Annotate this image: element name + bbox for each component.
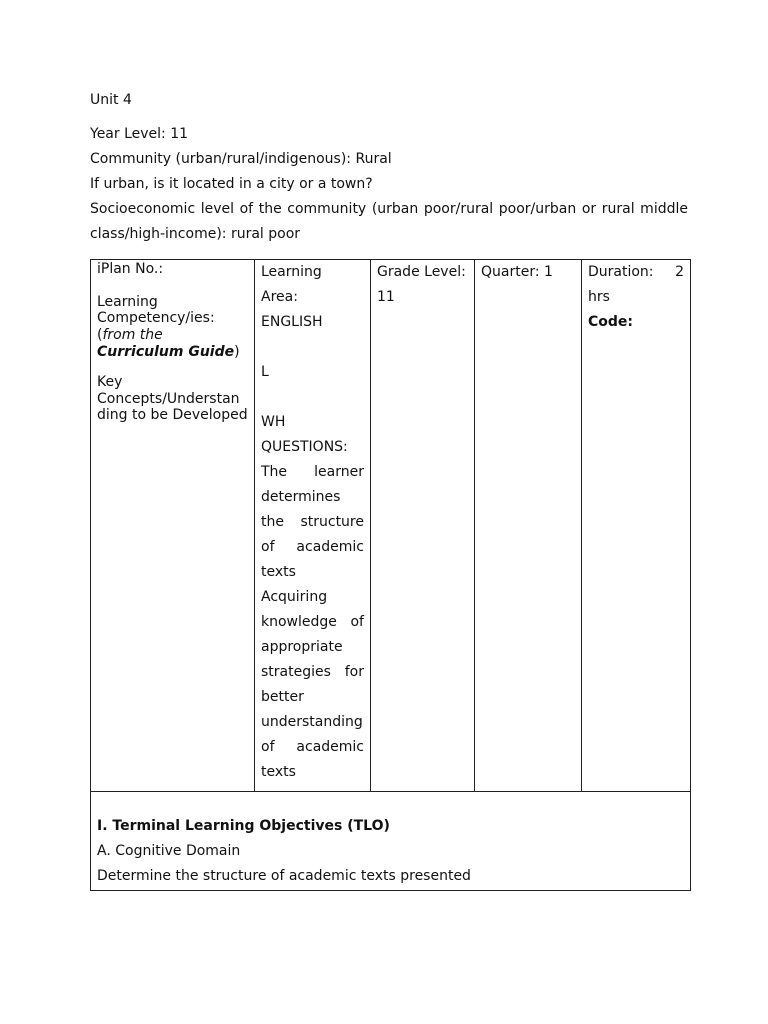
quarter-label: Quarter: 1 [481,264,553,280]
competency-text: The learner determines the structure of academic texts [261,464,364,580]
competency-label-line1: Learning [97,293,158,310]
learning-area-label-1: Learning [261,264,322,280]
key-concepts-line1: Key [97,374,123,390]
curriculum-guide-line: Curriculum Guide) [97,344,240,360]
iplan-number-label: iPlan No.: [97,261,164,277]
duration-line [588,260,684,285]
learning-area-cell [255,260,371,792]
duration-label: Duration: [588,264,654,280]
quarter-cell [475,260,582,792]
competency-letter: L [261,364,269,380]
code-label: Code: [588,314,634,330]
key-concept-text: Acquiring knowledge of appropriate strategies for better understanding of academic texts [261,589,364,780]
key-concepts-line3: ding to be Developed [97,407,248,423]
duration-value: 2 [675,264,684,280]
socioeconomic-level: Socioeconomic level of the community (urban poor/rural poor/urban or rural middle class/high-income): rural poor [90,201,688,242]
tlo-objective: Determine the structure of academic texts presented [97,868,471,884]
competency-source: (from the [97,326,163,343]
grade-level-cell [371,260,475,792]
from-the-text: from the [102,326,163,343]
duration-unit: hrs [588,289,610,305]
iplan-table [90,259,691,891]
document-header [90,88,688,247]
competency-label-line2: Competency/ies: [97,310,215,326]
community: Community (urban/rural/indigenous): Rural [90,151,392,167]
wh-label: WH [261,414,286,430]
learning-area-value: ENGLISH [261,314,323,330]
questions-label: QUESTIONS: [261,439,348,455]
tlo-heading: I. Terminal Learning Objectives (TLO) [97,818,390,834]
iplan-details-row [91,260,691,792]
year-level: Year Level: 11 [90,126,189,142]
tlo-cell [91,792,691,891]
tlo-row [91,792,691,891]
curriculum-guide-text: Curriculum Guide [97,344,235,360]
unit-title: Unit 4 [90,92,132,108]
duration-cell [582,260,691,792]
learning-area-label-2: Area: [261,289,298,305]
key-concepts-line2: Concepts/Understan [97,390,240,407]
grade-level-label: Grade Level: [377,264,466,280]
cognitive-domain: A. Cognitive Domain [97,843,241,859]
grade-level-value: 11 [377,289,395,305]
iplan-label-cell [91,260,255,792]
urban-location-question: If urban, is it located in a city or a town? [90,176,373,192]
